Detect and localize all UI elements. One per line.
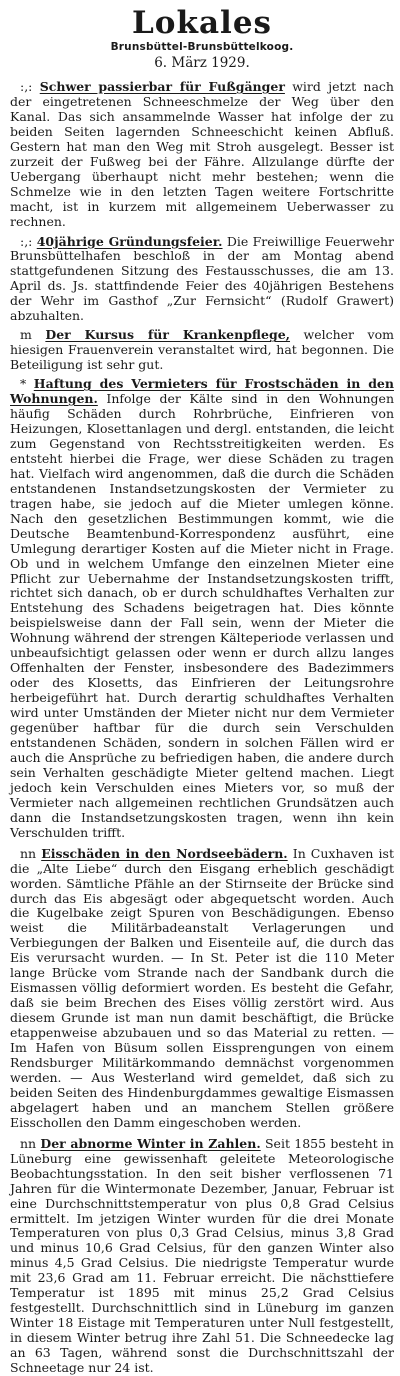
article-krankenpflege — [10, 328, 394, 373]
article-paragraph — [10, 377, 394, 841]
article-body: Seit 1855 besteht in Lüneburg eine gewissenhaft geleitete Meteorologische Beobachtungsstation. In den seit bisher verflossenen 71 Jahren für die Wintermonate Dezember, Januar, Februar ist eine Durchschnittstemperatur von plus 0,8 Grad Celsius ermittelt. Im jetzigen Winter wurden für die drei Monate Temperaturen von plus 0,3 Grad Celsius, minus 3,8 Grad und minus 10,6 Grad Celsius, für den ganzen Winter also minus 4,5 Grad Celsius. Die niedrigste Temperatur wurde mit 23,6 Grad am 11. Februar erreicht. Die nächsttiefere Temperatur ist 1895 mit minus 25,2 Grad Celsius festgestellt. Durchschnittlich sind in Lüneburg im ganzen Winter 18 Eistage mit Temperaturen unter Null festgestellt, in diesem Winter betrug ihre Zahl 51. Die Schneedecke lag an 63 Tagen, während sonst die Durchschnittszahl der Schneetage nur 24 ist. — [10, 1135, 394, 1376]
article-paragraph — [10, 80, 394, 230]
article-eisschaeden — [10, 847, 394, 1131]
article-paragraph — [10, 1137, 394, 1376]
article-body: wird jetzt nach der eingetretenen Schneeschmelze der Weg über den Kanal. Das sich ansammelnde Wasser hat infolge der zu beiden Seiten lagernden Schneeschicht keinen Abfluß. Gestern hat man den Weg mit Stroh ausgelegt. Besser ist zurzeit der Fußweg bei der Fähre. Allzulange dürfte der Uebergang überhaupt nicht mehr bestehen; wenn die Schmelze wie in den letzten Tagen weitere Fortschritte macht, ist in kurzem mit allgemeinem Ueberwasser zu rechnen. — [10, 79, 394, 229]
article-gruendungsfeier — [10, 235, 394, 325]
article-marker: nn — [20, 1135, 37, 1151]
article-winter-zahlen — [10, 1137, 394, 1376]
dateline: 6. März 1929. — [154, 55, 250, 71]
article-headline: Der Kursus für Krankenpflege, — [45, 327, 291, 343]
section-subtitle: Brunsbüttel-Brunsbüttelkoog. — [110, 41, 294, 53]
article-marker: :,: — [20, 233, 33, 249]
article-headline: Der abnorme Winter in Zahlen. — [40, 1135, 261, 1151]
article-headline: 40jährige Gründungsfeier. — [36, 233, 223, 249]
article-marker: * — [20, 376, 27, 392]
article-body: Infolge der Kälte sind in den Wohnungen häufig Schäden durch Rohrbrüche, Einfrieren von Heizungen, Klosettanlagen und dergl. entstanden, die leicht zum Gegenstand von Rechtsstreitigkeiten werden. Es entsteht hierbei die Frage, wer diese Schäden zu tragen hat. Vielfach wird angenommen, daß die durch die Schäden entstandenen Instandsetzungskosten der Vermieter zu tragen habe, sie jedoch auf die Mieter umlegen könne. Nach den gesetzlichen Bestimmungen kommt, wie die Deutsche Beamtenbund-Korrespondenz ausführt, eine Umlegung derartiger Kosten auf die Mieter nicht in Frage. Ob und in welchem Umfange den einzelnen Mieter eine Pflicht zur Uebernahme der Instandsetzungskosten trifft, richtet sich danach, ob er durch schuldhaftes Verhalten zur Entstehung des Schadens beigetragen hat. Dies könnte beispielsweise dann der Fall sein, wenn der Mieter die Wohnung während der strengen Kälteperiode verlassen und unbeaufsichtigt gelassen oder wenn er durch allzu langes Offenhalten der Fenster, insbesondere des Badezimmers oder des Klosetts, das Einfrieren der Leitungsrohre herbeigeführt hat. Durch derartig schuldhaftes Verhalten wird unter Umständen der Mieter nicht nur dem Vermieter gegenüber haftbar für die durch sein Verschulden entstandenen Schäden, sondern in solchen Fällen wird er auch die Ansprüche zu befriedigen haben, die andere durch sein Verhalten geschädigte Mieter geltend machen. Liegt jedoch kein Verschulden eines Mieters vor, so muß der Vermieter nach allgemeinen rechtlichen Grundsätzen auch dann die Instandsetzungskosten tragen, wenn ihn kein Verschulden trifft. — [10, 391, 394, 840]
article-marker: :,: — [20, 79, 33, 94]
section-title: Lokales — [132, 5, 272, 41]
article-paragraph — [10, 847, 394, 1131]
article-marker: nn — [20, 845, 37, 861]
article-body: In Cuxhaven ist die „Alte Liebe“ durch den Eisgang erheblich geschädigt worden. Sämtliche Pfähle an der Stirnseite der Brücke sind durch das Eis abgesägt oder abgequetscht worden. Auch die Kugelbake zeigt Spuren von Beschädigungen. Ebenso weist die Militärbadeanstalt Verlagerungen und Verbiegungen der Balken und Eisenteile auf, die durch das Eis verursacht wurden. — In St. Peter ist die 110 Meter lange Brücke vom Strande nach der Sandbank durch die Eismassen völlig deformiert worden. Es besteht die Gefahr, daß sie beim Brechen des Eises völlig zerstört wird. Aus diesem Grunde ist man nun damit beschäftigt, die Brücke etappenweise abzubauen und so das Material zu retten. — Im Hafen von Büsum sollen Eissprengungen von einem Rendsburger Militärkommando demnächst vorgenommen werden. — Aus Westerland wird gemeldet, daß sich zu beiden Seiten des Hindenburgdammes gewaltige Eismassen abgelagert haben und an manchem Stellen größere Eisschollen den Damm eingeschoben werden. — [10, 845, 394, 1130]
article-frostschaeden — [10, 377, 394, 841]
article-headline: Eisschäden in den Nordseebädern. — [41, 845, 288, 861]
article-marker: m — [20, 327, 32, 343]
article-body: welcher vom hiesigen Frauenverein veranstaltet wird, hat begonnen. Die Beteiligung ist sehr gut. — [10, 327, 394, 373]
article-paragraph — [10, 235, 394, 325]
article-headline: Schwer passierbar für Fußgänger — [39, 79, 285, 94]
article-body: Die Freiwillige Feuerwehr Brunsbüttelhafen beschloß in der am Montag abend stattgefundenen Sitzung des Festausschusses, die am 13. April ds. Js. stattfindende Feier des 40jährigen Bestehens der Wehr im Gasthof „Zur Fernsicht“ (Rudolf Grawert) abzuhalten. — [10, 233, 394, 324]
article-headline: Haftung des Vermieters für Frostschäden in den Wohnungen. — [10, 376, 394, 407]
article-paragraph — [10, 328, 394, 373]
article-fussgaenger — [10, 80, 394, 230]
